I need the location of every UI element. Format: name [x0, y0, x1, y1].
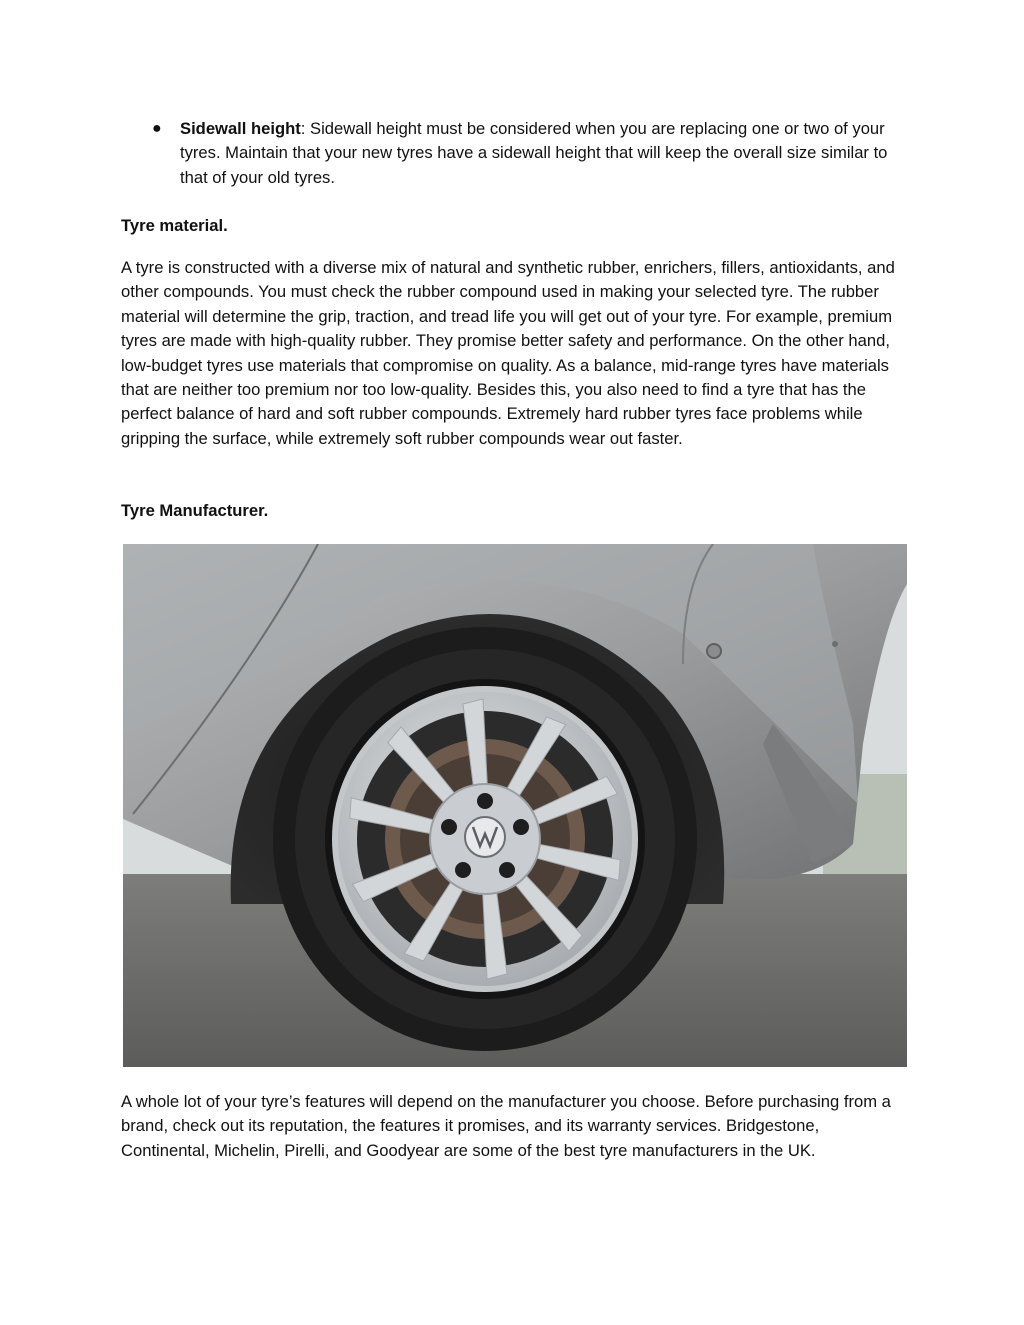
bullet-marker: ● [152, 120, 162, 137]
tyre-manufacturer-heading: Tyre Manufacturer. [121, 501, 269, 520]
sidewall-description: : Sidewall height must be considered when you are replacing one or two of your tyres. Maintain that your new tyres have a sidewall height that will keep the overall size similar to that of your old tyres. [180, 119, 888, 187]
car-wheel-photo-icon [123, 544, 907, 1067]
sidewall-paragraph [180, 117, 900, 190]
tyre-manufacturer-paragraph: A whole lot of your tyre’s features will depend on the manufacturer you choose. Before purchasing from a brand, check out its reputation, the features it promises, and its warranty services. Bridgestone, Continental, Michelin, Pirelli, and Goodyear are some of the best tyre manufacturers in the UK. [121, 1092, 891, 1160]
car-wheel-photo [123, 544, 907, 1067]
tyre-material-heading: Tyre material. [121, 216, 228, 235]
tyre-material-paragraph: A tyre is constructed with a diverse mix of natural and synthetic rubber, enrichers, fillers, antioxidants, and other compounds. You must check the rubber compound used in making your selected tyre. The rubber material will determine the grip, traction, and tread life you will get out of your tyre. For example, premium tyres are made with high-quality rubber. They promise better safety and performance. On the other hand, low-budget tyres use materials that compromise on quality. As a balance, mid-range tyres have materials that are neither too premium nor too low-quality. Besides this, you also need to find a tyre that has the perfect balance of hard and soft rubber compounds. Extremely hard rubber tyres face problems while gripping the surface, while extremely soft rubber compounds wear out faster. [121, 258, 895, 448]
sidewall-term: Sidewall height [180, 119, 301, 138]
